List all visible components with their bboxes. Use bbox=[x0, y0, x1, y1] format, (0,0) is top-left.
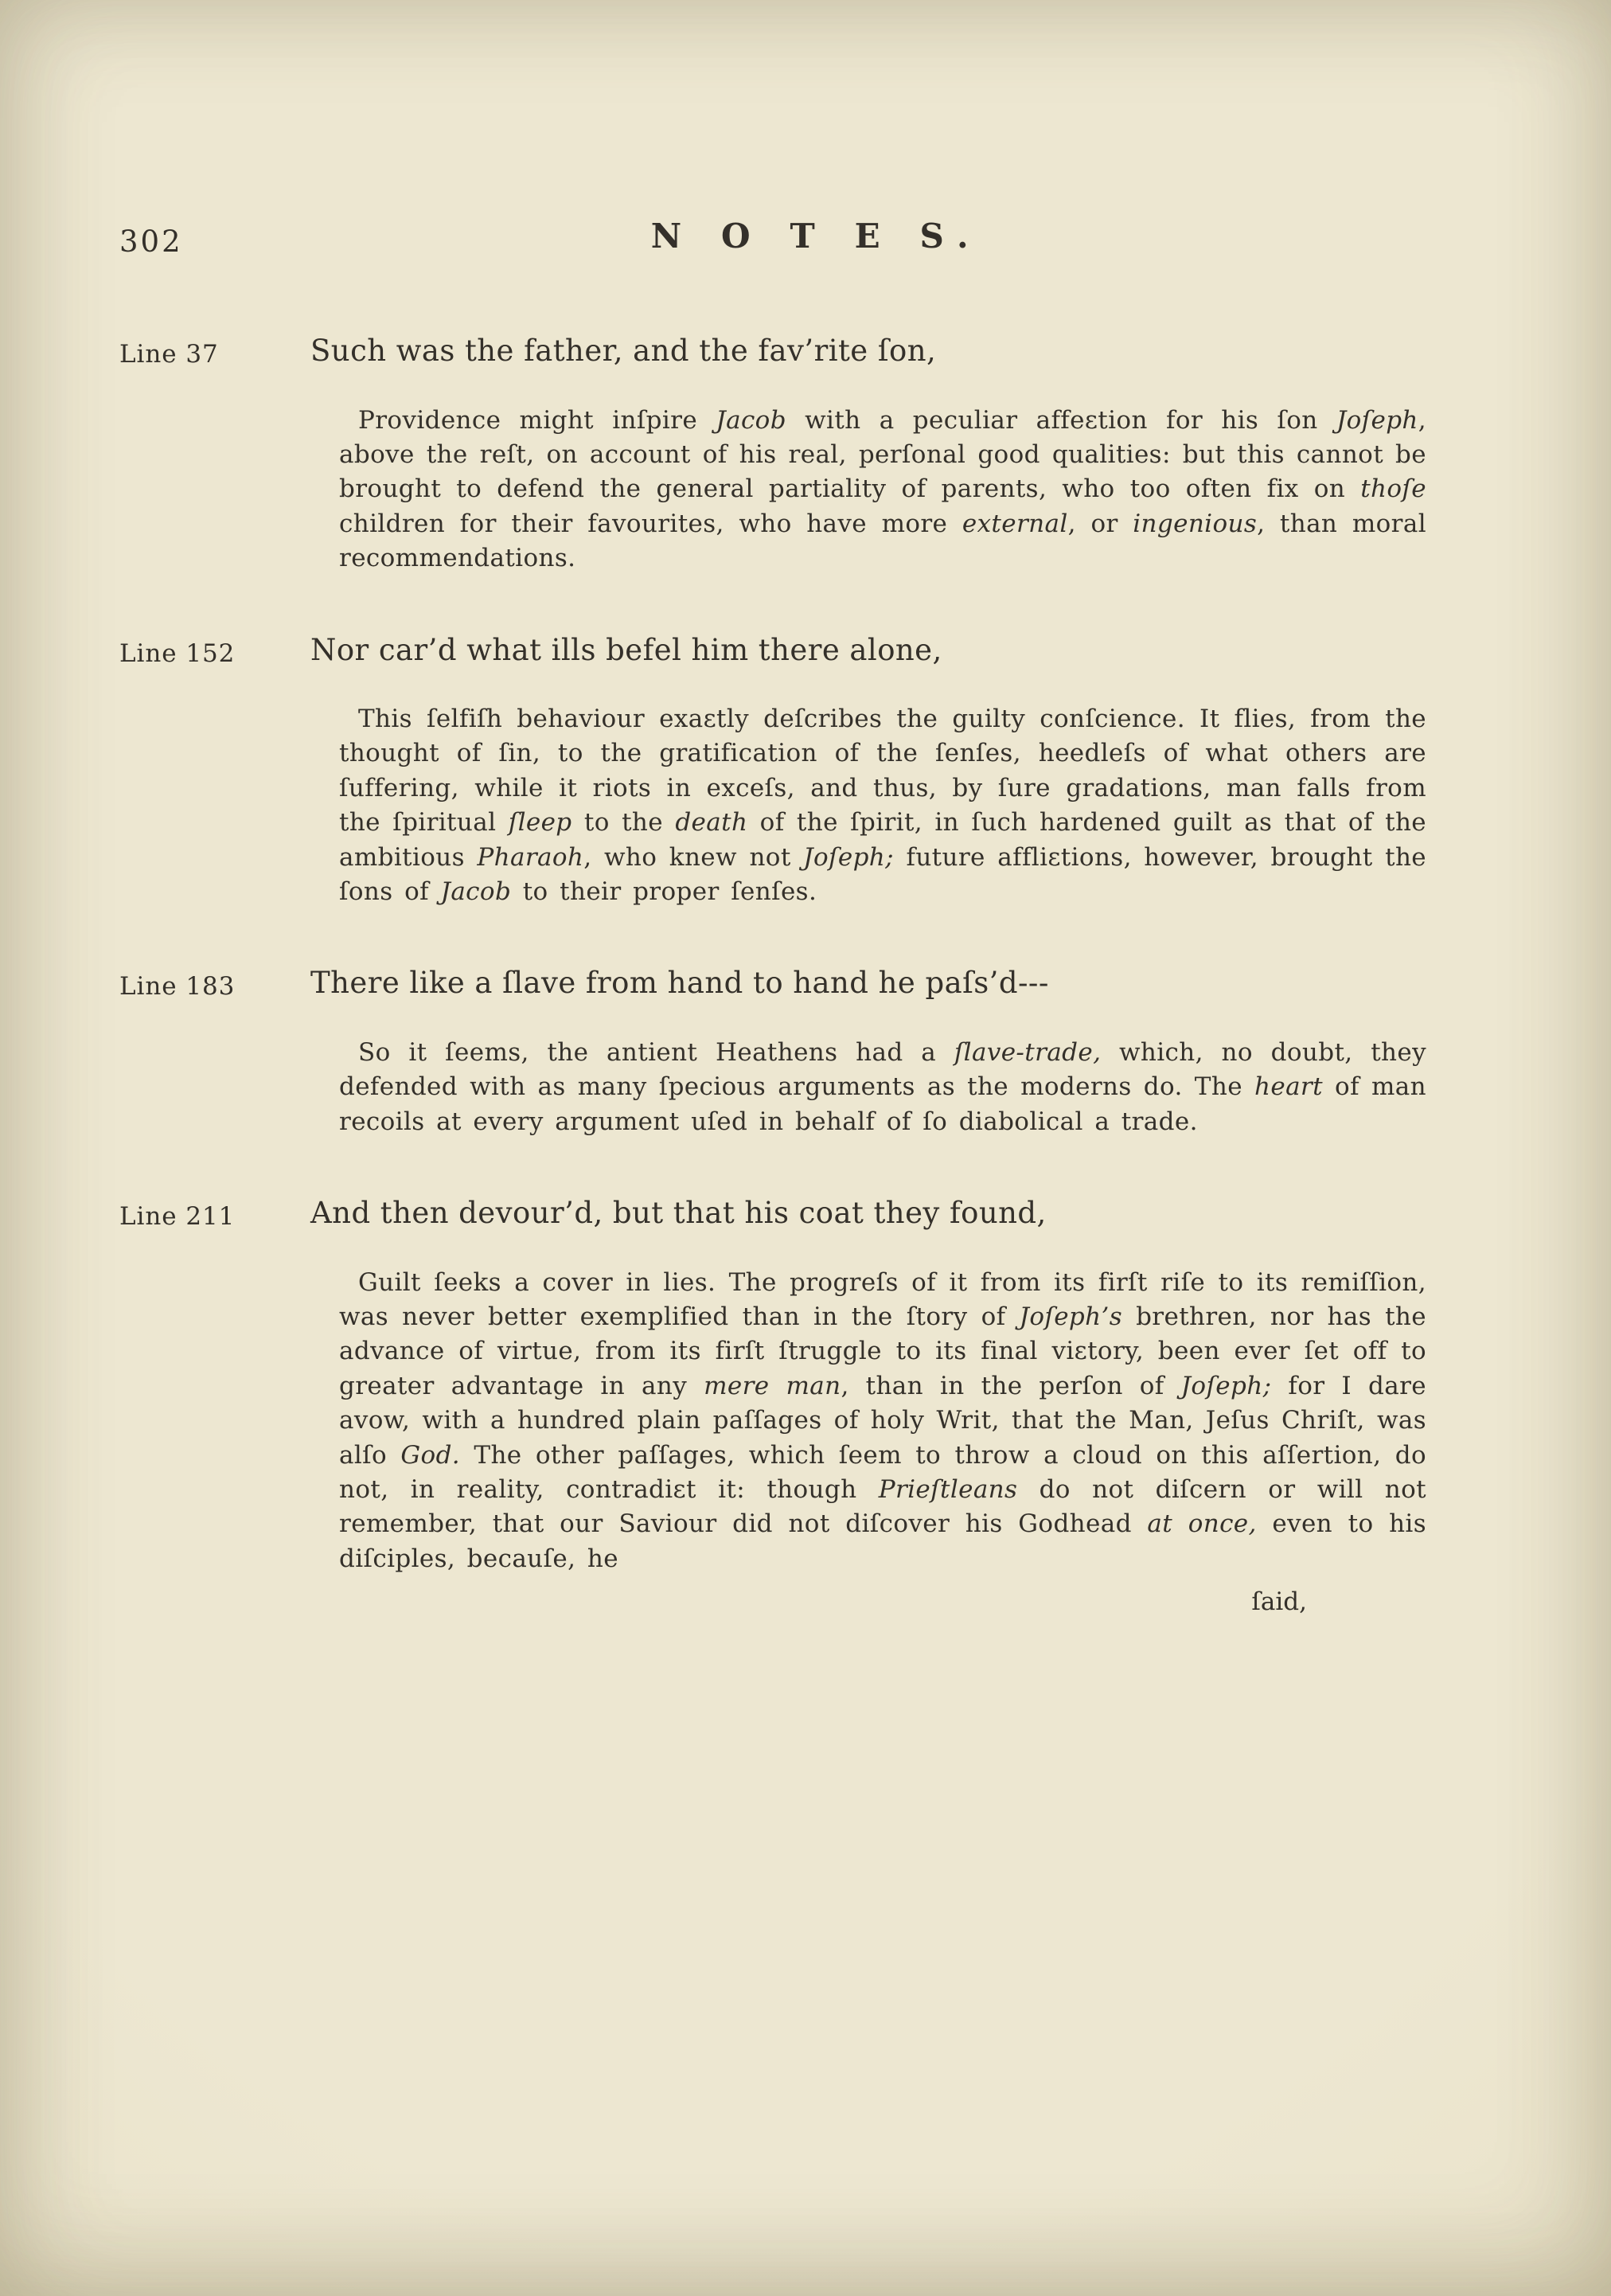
italic-term: Jacob bbox=[716, 405, 786, 435]
text-run: do not diſcern or will not remember, that our Saviour did not diſcover his Godhead bbox=[339, 1475, 1426, 1539]
italic-term: thoſe bbox=[1360, 474, 1426, 504]
annotation-paragraph bbox=[339, 404, 1426, 576]
verse-quote: Nor car’d what ills befel him there alone, bbox=[310, 632, 942, 667]
italic-term: Joſeph; bbox=[1180, 1371, 1272, 1400]
text-run: which, no doubt, they defended with as many ſpecious arguments as the moderns do. The bbox=[339, 1037, 1426, 1102]
italic-term: at once, bbox=[1147, 1509, 1257, 1539]
line-number-label: Line 37 bbox=[119, 340, 219, 369]
line-number-label: Line 152 bbox=[119, 638, 236, 668]
italic-term: ingenious bbox=[1133, 509, 1258, 538]
text-run: So it ſeems, the antient Heathens had a bbox=[358, 1037, 954, 1067]
annotation-paragraph bbox=[339, 702, 1426, 909]
note-entry bbox=[119, 334, 1426, 576]
text-run: This ſelfiſh behaviour exaɛtly deſcribes the guilty conſcience. It flies, from the thought of ſin, to the gratification of the ſenſes, heedleſs of what others are ſuffering, while it riots in exceſs, and thus, by ſure gradations, man falls from the ſpiritual bbox=[339, 705, 1426, 838]
italic-term: Joſeph bbox=[1336, 405, 1418, 435]
italic-term: ſlave-trade, bbox=[954, 1037, 1102, 1067]
text-run: to the bbox=[571, 808, 676, 838]
italic-term: Prieſtleans bbox=[878, 1475, 1018, 1504]
italic-term: mere man bbox=[704, 1371, 841, 1400]
italic-term: Joſeph; bbox=[803, 842, 894, 872]
page-number: 302 bbox=[119, 225, 183, 259]
text-run: of man recoils at every argument uſed in behalf of ſo diabolical a trade. bbox=[339, 1072, 1426, 1136]
italic-term: Joſeph’s bbox=[1019, 1302, 1122, 1332]
notes-list bbox=[119, 334, 1426, 1576]
italic-term: ſleep bbox=[508, 808, 572, 838]
note-entry bbox=[119, 966, 1426, 1139]
text-run: with a peculiar affeɛtion for his ſon bbox=[786, 405, 1336, 435]
text-run: to their proper ſenſes. bbox=[511, 877, 817, 906]
text-run: The other paſſages, which ſeem to throw a cloud on this aſſertion, do not, in reality, contradiɛt it: though bbox=[339, 1440, 1426, 1504]
text-run: , or bbox=[1067, 509, 1133, 538]
text-run: Providence might inſpire bbox=[358, 405, 716, 435]
italic-term: external bbox=[962, 509, 1068, 538]
text-run: , who knew not bbox=[583, 842, 804, 872]
page-header: N O T E S. bbox=[650, 217, 983, 256]
italic-term: death bbox=[675, 808, 748, 838]
page-head bbox=[119, 217, 1426, 275]
text-run: future affliɛtions, however, brought the ſons of bbox=[339, 842, 1427, 906]
annotation-paragraph bbox=[339, 1036, 1426, 1139]
text-run: , than moral recommendations. bbox=[339, 509, 1426, 573]
text-run: for I dare avow, with a hundred plain paſſages of holy Writ, that the Man, Jeſus Chriſt, was alſo bbox=[339, 1371, 1427, 1470]
note-main bbox=[310, 966, 1426, 1139]
page-content bbox=[119, 217, 1426, 1616]
text-run: , above the reſt, on account of his real, perſonal good qualities: but this cannot be brought to defend the general partiality of parents, who too often fix on bbox=[339, 405, 1426, 504]
line-number-label: Line 211 bbox=[119, 1202, 236, 1232]
text-run: brethren, nor has the advance of virtue, from its firſt ſtruggle to its final viɛtory, been ever ſet off to greater advantage in any bbox=[339, 1302, 1426, 1400]
note-entry bbox=[119, 1197, 1426, 1576]
note-main bbox=[310, 634, 1426, 910]
text-run: Guilt ſeeks a cover in lies. The progreſs of it from its firſt riſe to its remiſſion, was never better exemplified than in the ſtory of bbox=[339, 1267, 1426, 1332]
text-run: , than in the perſon of bbox=[841, 1371, 1181, 1400]
note-entry bbox=[119, 634, 1426, 910]
catchword: ſaid, bbox=[1251, 1587, 1307, 1617]
catchword-row bbox=[119, 1587, 1426, 1616]
text-run: even to his diſciples, becauſe, he bbox=[339, 1509, 1426, 1573]
note-main bbox=[310, 334, 1426, 576]
verse-quote: Such was the father, and the fav’rite ſon, bbox=[310, 334, 937, 368]
italic-term: heart bbox=[1254, 1072, 1323, 1102]
line-number-label: Line 183 bbox=[119, 972, 236, 1002]
italic-term: God. bbox=[400, 1440, 461, 1470]
note-main bbox=[310, 1197, 1426, 1576]
verse-quote: There like a ſlave from hand to hand he paſs’d--- bbox=[310, 966, 1049, 1001]
italic-term: Jacob bbox=[440, 877, 512, 906]
annotation-paragraph bbox=[339, 1266, 1426, 1577]
text-run: of the ſpirit, in ſuch hardened guilt as that of the ambitious bbox=[339, 808, 1427, 872]
italic-term: Pharaoh bbox=[477, 842, 584, 872]
text-run: children for their favourites, who have more bbox=[339, 509, 962, 538]
verse-quote: And then devour’d, but that his coat they found, bbox=[310, 1196, 1047, 1231]
